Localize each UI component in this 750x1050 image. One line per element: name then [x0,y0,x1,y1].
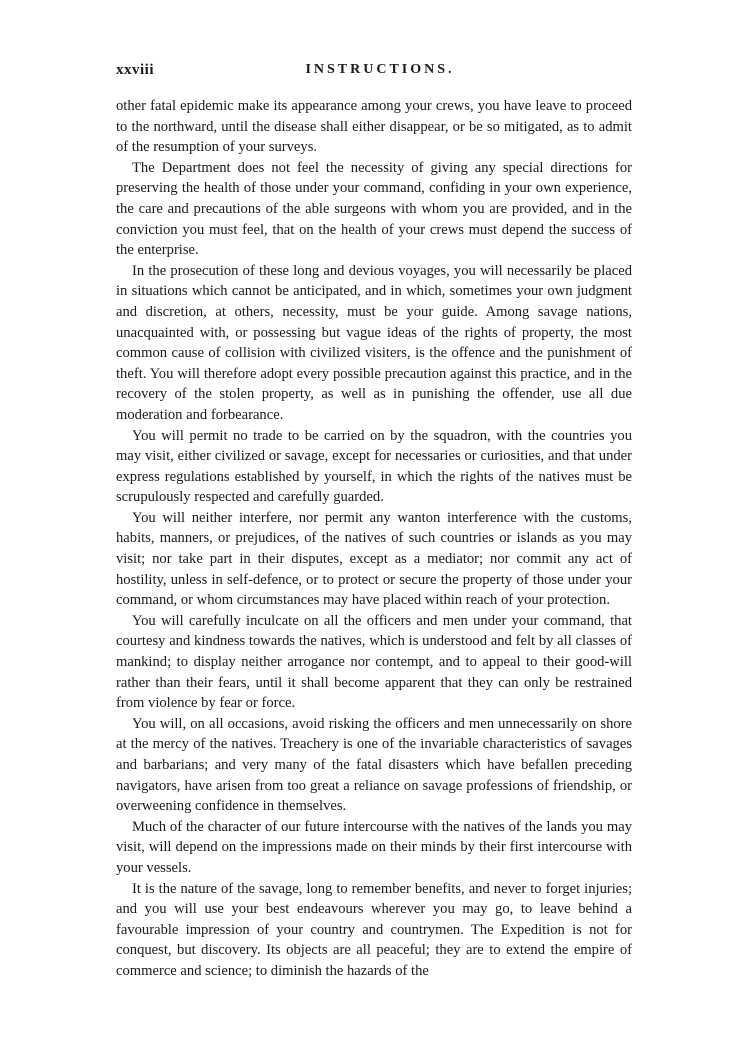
running-head [116,62,634,84]
page-number: xxviii [116,62,155,78]
paragraph-caution: You will, on all occasions, avoid risking the officers and men unnecessarily on shore at the mercy of the natives. Treachery is one of the invariable characteristics of savages and barbarians; and very many of the fatal disasters which have befallen preceding navigators, have arisen from too great a reliance on savage professions of friendship, or overweening confidence in themselves. [116,715,632,815]
paragraph-health: The Department does not feel the necessity of giving any special directions for preserving the health of those under your command, confiding in your own experience, the care and precautions of the able surgeons with whom you are provided, and in the conviction you must feel, that on the health of your crews must depend the success of the enterprise. [116,159,632,259]
paragraph-nature-of-savage: It is the nature of the savage, long to remember benefits, and never to forget injuries; and you will use your best endeavours wherever you may go, to leave behind a favourable impression of your country and countrymen. The Expedition is not for conquest, but discovery. Its objects are all peaceful; they are to extend the empire of commerce and science; to diminish the hazards of the [116,880,632,979]
running-title: INSTRUCTIONS. [305,62,455,77]
paragraph-courtesy: You will carefully inculcate on all the officers and men under your command, that courtesy and kindness towards the natives, which is understood and felt by all classes of mankind; to display neither arrogance nor contempt, and to appeal to their good-will rather than their fears, until it shall become apparent that they can only be restrained from violence by fear or force. [116,612,632,712]
paragraph-intercourse: Much of the character of our future intercourse with the natives of the lands you may visit, will depend on the impressions made on their minds by their first intercourse with your vessels. [116,818,632,876]
paragraph-non-interference: You will neither interfere, nor permit any wanton interference with the customs, habits, manners, or prejudices, of the natives of such countries or islands as you may visit; nor take part in their disputes, except as a mediator; nor commit any act of hostility, unless in self-defence, or to protect or secure the property of those under your command, or whom circumstances may have placed within reach of your protection. [116,509,632,609]
paragraph-epidemic-continued: other fatal epidemic make its appearance among your crews, you have leave to proceed to the northward, until the disease shall either disappear, or be so mitigated, as to admit of the resumption of your surveys. [116,98,632,156]
paragraph-trade: You will permit no trade to be carried on by the squadron, with the countries you may visit, either civilized or savage, except for necessaries or curiosities, and that under express regulations established by yourself, in which the rights of the natives must be scrupulously respected and carefully guarded. [116,427,632,506]
paragraph-judgment: In the prosecution of these long and devious voyages, you will necessarily be placed in situations which cannot be anticipated, and in which, sometimes your own judgment and discretion, at others, necessity, must be your guide. Among savage nations, unacquainted with, or possessing but vague ideas of the rights of property, the most common cause of collision with civilized visiters, is the offence and the punishment of theft. You will therefore adopt every possible precaution against this practice, and in the recovery of the stolen property, as well as in punishing the offender, use all due moderation and forbearance. [116,262,632,423]
body-text [116,96,632,982]
